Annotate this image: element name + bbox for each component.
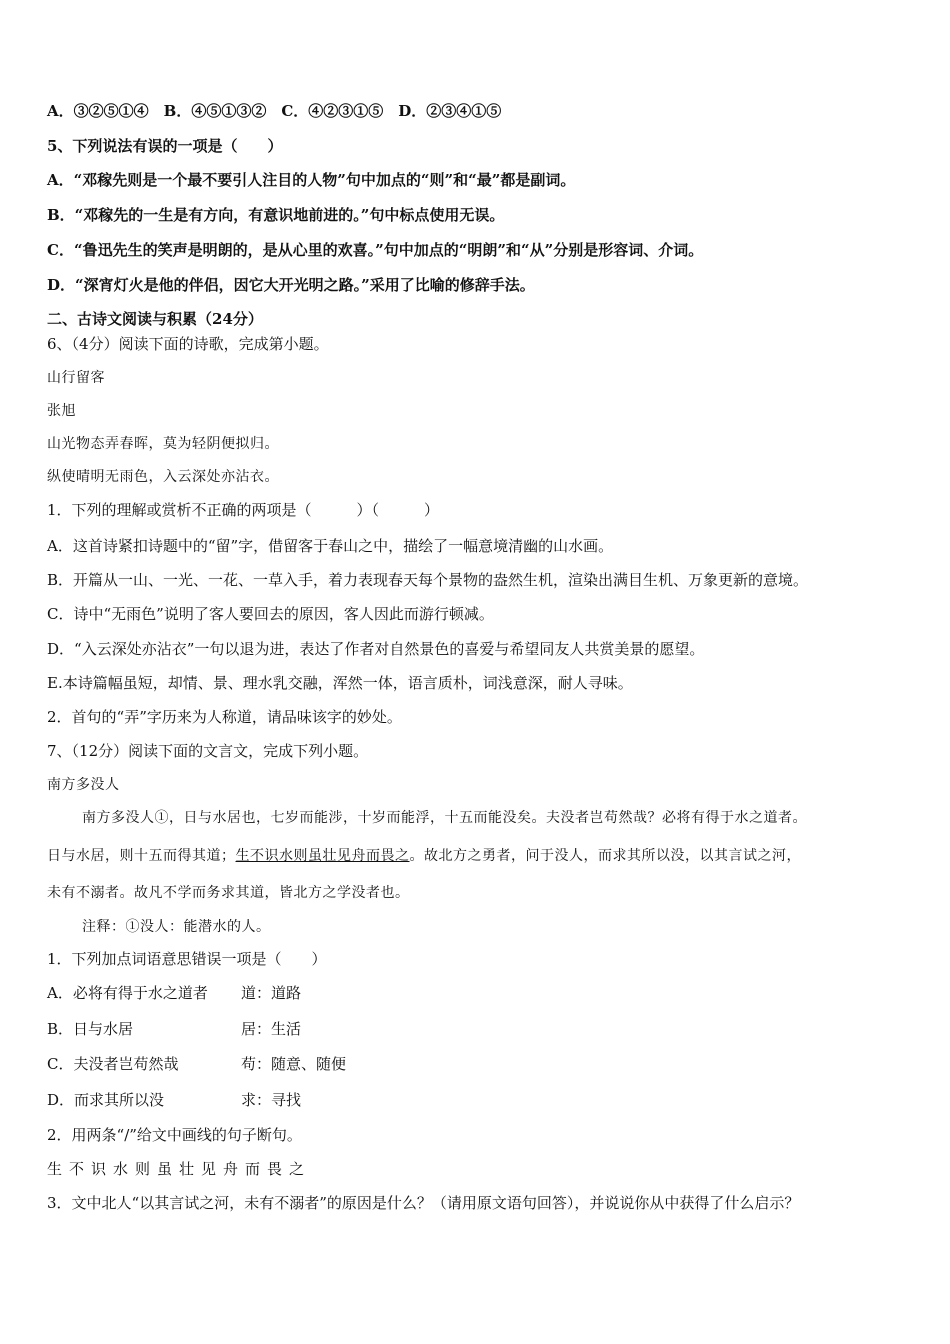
q6-option-a: A．这首诗紧扣诗题中的“留”字，借留客于春山之中，描绘了一幅意境清幽的山水画。 (47, 537, 614, 555)
q4-options: A．③②⑤①④ B．④⑤①③② C．④②③①⑤ D．②③④①⑤ (47, 102, 502, 120)
q7-option-d-meaning: 求：寻找 (241, 1091, 302, 1109)
q5-stem: 5、下列说法有误的一项是（ ） (47, 137, 283, 155)
poem-line-2: 纵使晴明无雨色，入云深处亦沾衣。 (47, 469, 279, 485)
q7-option-a-meaning: 道：道路 (241, 984, 302, 1002)
q5-option-b: B．“邓稼先的一生是有方向，有意识地前进的。”句中标点使用无误。 (47, 206, 505, 224)
q5-option-d: D．“深宵灯火是他的伴侣，因它大开光明之路。”采用了比喻的修辞手法。 (47, 276, 535, 294)
q7-sub-1: 1．下列加点词语意思错误一项是（ ） (47, 950, 327, 968)
q5-option-c: C．“鲁迅先生的笑声是明朗的，是从心里的欢喜。”句中加点的“明朗”和“从”分别是形容词、介词。 (47, 241, 704, 259)
q7-sub-3: 3．文中北人“以其言试之河，未有不溺者”的原因是什么？（请用原文语句回答），并说说你从中获得了什么启示？ (47, 1194, 800, 1212)
q6-option-d: D．“入云深处亦沾衣”一句以退为进，表达了作者对自然景色的喜爱与希望同友人共赏美景的愿望。 (47, 640, 705, 658)
q5-option-a: A．“邓稼先则是一个最不要引人注目的人物”句中加点的“则”和“最”都是副词。 (47, 171, 576, 189)
q7-option-c-meaning: 苟：随意、随便 (241, 1055, 347, 1073)
q7-option-b-meaning: 居：生活 (241, 1020, 302, 1038)
passage-line-3: 未有不溺者。故凡不学而务求其道，皆北方之学没者也。 (47, 885, 410, 901)
q7-option-d: D．而求其所以没 (47, 1091, 165, 1109)
q7-option-a: A．必将有得于水之道者 (47, 984, 208, 1002)
sentence-to-punctuate: 生不识水则虽壮见舟而畏之 (47, 1160, 312, 1178)
passage-note: 注释：①没人：能潜水的人。 (82, 919, 271, 935)
passage-line-1: 南方多没人①，日与水居也，七岁而能涉，十岁而能浮，十五而能没矣。夫没者岂苟然哉？必将有得于水之道者。 (82, 810, 807, 826)
underlined-sentence: 生不识水则虽壮见舟而畏之 (235, 848, 410, 864)
q7-stem: 7、（12分）阅读下面的文言文，完成下列小题。 (47, 742, 369, 760)
passage-title: 南方多没人 (47, 777, 120, 793)
poem-author: 张旭 (47, 403, 76, 419)
passage-line-2 (47, 846, 801, 866)
q6-option-c: C．诗中“无雨色”说明了客人要回去的原因，客人因此而游行顿减。 (47, 605, 494, 623)
section-2-heading: 二、古诗文阅读与积累（24分） (47, 310, 263, 328)
q7-option-b: B．日与水居 (47, 1020, 134, 1038)
q6-stem: 6、（4分）阅读下面的诗歌，完成第小题。 (47, 335, 329, 353)
q6-option-e: E.本诗篇幅虽短，却情、景、理水乳交融，浑然一体，语言质朴，词浅意深，耐人寻味。 (47, 674, 633, 692)
q6-sub-2: 2．首句的“弄”字历来为人称道，请品味该字的妙处。 (47, 708, 402, 726)
passage-line-2-pre: 日与水居，则十五而得其道； (47, 848, 236, 864)
q6-option-b: B．开篇从一山、一光、一花、一草入手，着力表现春天每个景物的盎然生机，渲染出满目生机、万象更新的意境。 (47, 571, 809, 589)
poem-title: 山行留客 (47, 370, 105, 386)
q7-option-c: C．夫没者岂苟然哉 (47, 1055, 179, 1073)
q7-sub-2: 2．用两条“/”给文中画线的句子断句。 (47, 1126, 302, 1144)
poem-line-1: 山光物态弄春晖，莫为轻阴便拟归。 (47, 436, 279, 452)
q6-sub-1: 1．下列的理解或赏析不正确的两项是（ ）（ ） (47, 501, 440, 519)
passage-line-2-post: 。故北方之勇者，问于没人，而求其所以没，以其言试之河， (409, 848, 801, 864)
